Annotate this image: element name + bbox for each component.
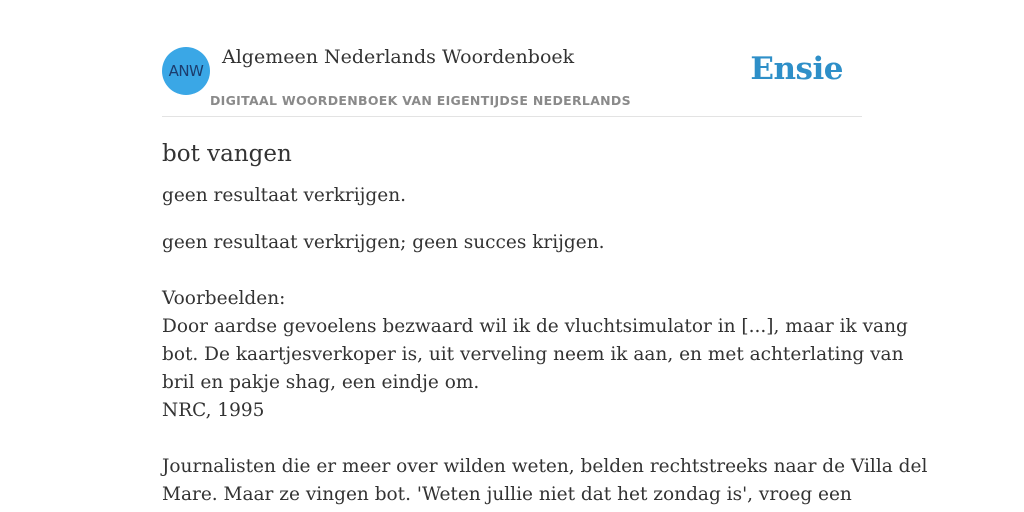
ensie-logo-link[interactable]: Ensie <box>750 51 843 87</box>
examples-heading: Voorbeelden: <box>162 288 286 309</box>
example-line: bril en pakje shag, een eindje om. <box>162 372 480 393</box>
dictionary-title[interactable]: Algemeen Nederlands Woordenboek <box>222 46 575 68</box>
definition-block <box>162 229 928 509</box>
example-line: Door aardse gevoelens bezwaard wil ik de vluchtsimulator in [...], maar ik vang <box>162 316 908 337</box>
dictionary-subtitle: DIGITAAL WOORDENBOEK VAN EIGENTIJDSE NEDERLANDS <box>210 93 631 108</box>
site-header <box>162 46 862 117</box>
example-source: NRC, 1995 <box>162 400 265 421</box>
entry-content <box>162 138 928 509</box>
spacer <box>162 425 862 453</box>
example-line: Mare. Maar ze vingen bot. 'Weten jullie niet dat het zondag is', vroeg een <box>162 484 852 505</box>
definition-text: geen resultaat verkrijgen; geen succes krijgen. <box>162 232 605 253</box>
anw-logo[interactable]: ANW <box>162 47 210 95</box>
entry-term: bot vangen <box>162 141 292 167</box>
short-definition: geen resultaat verkrijgen. <box>162 185 406 206</box>
example-line: bot. De kaartjesverkoper is, uit verveling neem ik aan, en met achterlating van <box>162 344 904 365</box>
spacer <box>162 257 862 285</box>
example-line: Journalisten die er meer over wilden weten, belden rechtstreeks naar de Villa del <box>162 456 928 477</box>
